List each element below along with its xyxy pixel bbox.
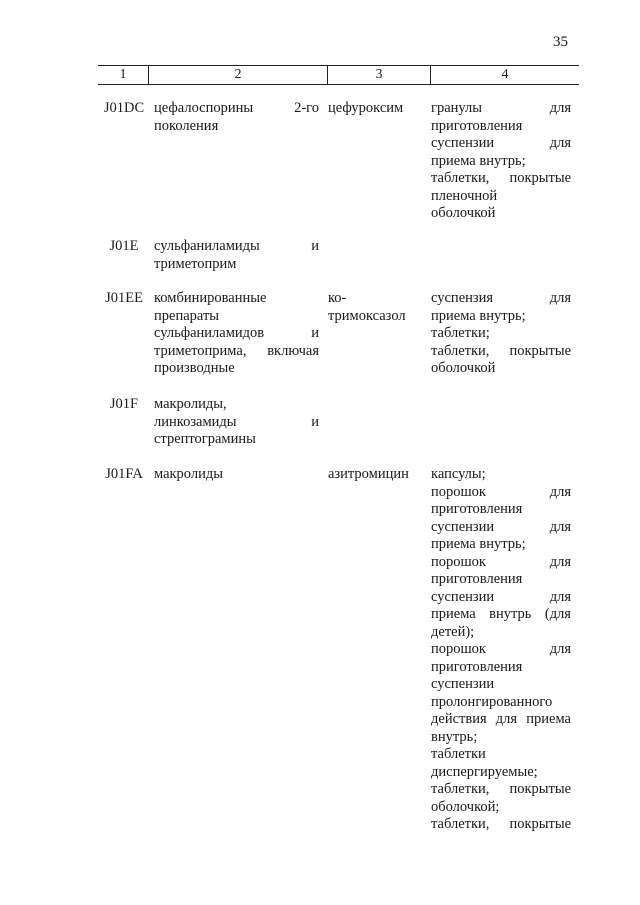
drug-name bbox=[328, 290, 423, 325]
atc-code: J01EE bbox=[105, 290, 143, 306]
group-name-line bbox=[154, 100, 319, 118]
dosage-form-line bbox=[431, 519, 571, 537]
dosage-form-line: приема внутрь; bbox=[431, 152, 526, 169]
dosage-form-line: приема внутрь; bbox=[431, 307, 526, 324]
group-name-line: препараты bbox=[154, 307, 220, 324]
dosage-forms bbox=[431, 100, 571, 223]
dosage-form-line: приготовления bbox=[431, 501, 523, 517]
dosage-form-word: для bbox=[495, 711, 518, 727]
group-name-line bbox=[154, 414, 319, 432]
drug-name bbox=[328, 100, 423, 118]
dosage-form-word: таблетки, bbox=[431, 781, 490, 797]
dosage-form-word: суспензии bbox=[431, 518, 495, 535]
dosage-form-line: таблетки bbox=[431, 746, 486, 762]
drug-name-line: тримоксазол bbox=[328, 307, 406, 324]
dosage-form-word: порошок bbox=[431, 641, 486, 657]
dosage-form-word: порошок bbox=[431, 483, 486, 500]
atc-code: J01F bbox=[109, 396, 139, 412]
dosage-form-line: таблетки; bbox=[431, 325, 490, 341]
group-name bbox=[154, 100, 319, 135]
dosage-form-line bbox=[431, 606, 571, 624]
page-number: 35 bbox=[553, 34, 568, 50]
dosage-form-word: для bbox=[549, 290, 571, 306]
dosage-form-word: для bbox=[549, 100, 571, 116]
group-name-line bbox=[154, 325, 319, 343]
group-name-line: триметоприм bbox=[154, 255, 237, 272]
drug-name-line: цефуроксим bbox=[328, 100, 404, 116]
group-name-line: макролиды bbox=[154, 466, 223, 482]
dosage-form-line: детей); bbox=[431, 623, 475, 640]
dosage-form-line: оболочкой bbox=[431, 205, 496, 221]
dosage-form-word: действия bbox=[431, 711, 487, 727]
group-name-word: триметоприма, bbox=[154, 342, 247, 359]
group-name-line: производные bbox=[154, 360, 235, 376]
group-name-line bbox=[154, 238, 319, 256]
dosage-forms bbox=[431, 290, 571, 378]
dosage-form-word: суспензии bbox=[431, 588, 495, 605]
dosage-form-word: покрытые bbox=[509, 170, 571, 186]
dosage-form-line: приготовления bbox=[431, 571, 523, 587]
group-name-word: линкозамиды bbox=[154, 413, 237, 430]
dosage-form-word: гранулы bbox=[431, 100, 482, 116]
dosage-form-word: для bbox=[549, 483, 571, 500]
dosage-form-line bbox=[431, 589, 571, 607]
dosage-form-word: таблетки, bbox=[431, 342, 490, 359]
header-col-1: 1 bbox=[119, 67, 127, 82]
dosage-form-line: суспензии bbox=[431, 676, 495, 692]
atc-code: J01E bbox=[109, 238, 139, 254]
dosage-form-word: для bbox=[549, 135, 571, 151]
dosage-form-line bbox=[431, 641, 571, 659]
dosage-form-line bbox=[431, 100, 571, 118]
dosage-form-word: суспензия bbox=[431, 290, 494, 306]
dosage-form-word: порошок bbox=[431, 553, 486, 570]
dosage-form-line: пленочной bbox=[431, 187, 498, 204]
group-name-word: сульфаниламиды bbox=[154, 238, 260, 254]
atc-code: J01DC bbox=[103, 100, 145, 116]
dosage-form-word: покрытые bbox=[509, 816, 571, 832]
dosage-form-line bbox=[431, 711, 571, 729]
dosage-form-word: для bbox=[549, 588, 571, 605]
dosage-form-line: внутрь; bbox=[431, 728, 478, 745]
dosage-form-word: покрытые bbox=[509, 342, 571, 359]
group-name-word: и bbox=[311, 413, 319, 430]
drug-name-line: азитромицин bbox=[328, 466, 409, 482]
dosage-form-line bbox=[431, 290, 571, 308]
dosage-form-line: пролонгированного bbox=[431, 693, 553, 710]
dosage-form-word: таблетки, bbox=[431, 170, 490, 186]
dosage-form-word: суспензии bbox=[431, 135, 495, 151]
dosage-form-line: приготовления bbox=[431, 658, 523, 675]
header-col-4: 4 bbox=[430, 66, 579, 84]
dosage-form-line: приготовления bbox=[431, 117, 523, 134]
dosage-form-word: для bbox=[549, 641, 571, 657]
dosage-form-word: покрытые bbox=[509, 781, 571, 797]
group-name-word: цефалоспорины bbox=[154, 100, 254, 116]
group-name-word: включая bbox=[267, 342, 319, 359]
dosage-form-line: диспергируемые; bbox=[431, 763, 538, 780]
dosage-form-line: оболочкой bbox=[431, 360, 496, 376]
header-col-2: 2 bbox=[148, 66, 327, 84]
dosage-form-line bbox=[431, 343, 571, 361]
group-name-line: комбинированные bbox=[154, 290, 267, 306]
dosage-form-line bbox=[431, 170, 571, 188]
dosage-form-line bbox=[431, 781, 571, 799]
dosage-form-line bbox=[431, 816, 571, 834]
group-name-line bbox=[154, 343, 319, 361]
group-name-line: макролиды, bbox=[154, 396, 227, 412]
dosage-form-line bbox=[431, 484, 571, 502]
group-name-word: и bbox=[311, 325, 319, 341]
dosage-form-line: капсулы; bbox=[431, 466, 486, 482]
header-col-3: 3 bbox=[327, 66, 430, 84]
dosage-form-line: оболочкой; bbox=[431, 798, 500, 815]
dosage-form-word: внутрь bbox=[489, 606, 532, 622]
group-name bbox=[154, 466, 319, 484]
atc-code: J01FA bbox=[105, 466, 143, 482]
table-header bbox=[98, 65, 579, 85]
drug-name-line: ко- bbox=[328, 290, 347, 306]
dosage-form-word: для bbox=[549, 518, 571, 535]
dosage-form-line bbox=[431, 135, 571, 153]
dosage-form-word: (для bbox=[544, 606, 571, 622]
group-name-line: поколения bbox=[154, 117, 219, 134]
group-name-line: стрептограмины bbox=[154, 431, 256, 447]
group-name-word: сульфаниламидов bbox=[154, 325, 265, 341]
group-name bbox=[154, 396, 319, 449]
dosage-form-word: для bbox=[549, 553, 571, 570]
drug-name bbox=[328, 466, 423, 484]
group-name bbox=[154, 238, 319, 273]
dosage-form-line bbox=[431, 554, 571, 572]
group-name-word: 2-го bbox=[294, 100, 319, 116]
dosage-form-word: приема bbox=[526, 711, 571, 727]
dosage-form-line: приема внутрь; bbox=[431, 536, 526, 552]
group-name-word: и bbox=[311, 238, 319, 254]
dosage-forms bbox=[431, 466, 571, 834]
dosage-form-word: приема bbox=[431, 606, 476, 622]
group-name bbox=[154, 290, 319, 378]
dosage-form-word: таблетки, bbox=[431, 816, 490, 832]
